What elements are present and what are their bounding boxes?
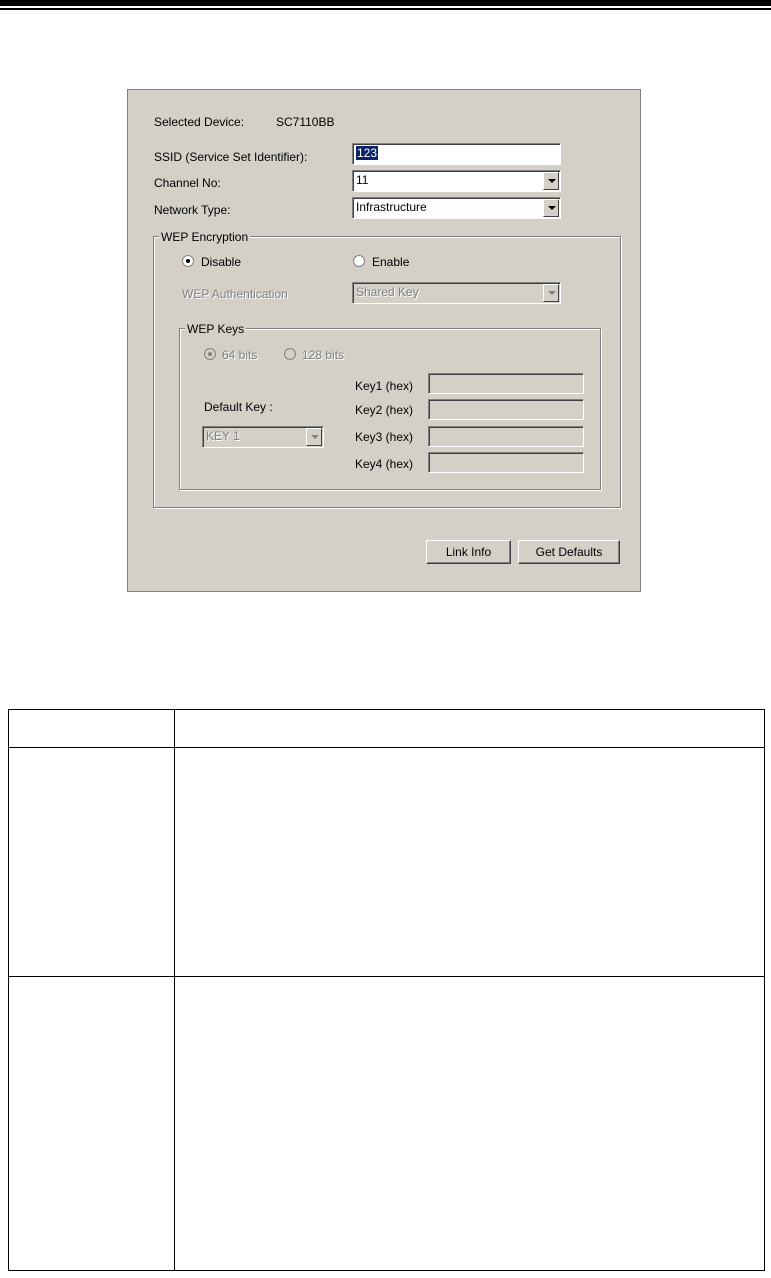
selected-device-value: SC7110BB — [276, 115, 335, 129]
default-key-value: KEY 1 — [206, 429, 240, 443]
wep-keys-legend: WEP Keys — [187, 322, 245, 336]
key3-input[interactable] — [428, 426, 584, 447]
64-bits-radio[interactable] — [204, 348, 216, 360]
128-bits-radio[interactable] — [284, 348, 296, 360]
table-row — [9, 977, 765, 1271]
ssid-label: SSID (Service Set Identifier): — [154, 150, 308, 164]
key1-label: Key1 (hex) — [355, 379, 414, 393]
radio-selected-dot — [186, 259, 190, 263]
key3-label: Key3 (hex) — [355, 430, 414, 444]
chevron-down-icon — [548, 206, 556, 210]
table-cell — [175, 977, 765, 1271]
chevron-down-icon — [548, 291, 556, 295]
enable-label: Enable — [372, 255, 410, 269]
radio-selected-dot — [208, 352, 212, 356]
link-info-button[interactable]: Link Info — [426, 540, 511, 564]
wep-authentication-select[interactable] — [352, 282, 561, 304]
key4-label: Key4 (hex) — [355, 457, 414, 471]
network-type-value: Infrastructure — [356, 200, 427, 214]
table-cell — [9, 977, 175, 1271]
wireless-config-dialog — [127, 89, 641, 592]
chevron-down-icon — [548, 179, 556, 183]
disable-label: Disable — [201, 255, 242, 269]
table-cell — [9, 748, 175, 977]
channel-label: Channel No: — [154, 176, 221, 190]
description-table — [8, 709, 765, 1271]
table-cell — [175, 710, 765, 748]
network-type-select[interactable] — [352, 197, 561, 219]
default-key-label: Default Key : — [204, 400, 273, 414]
chevron-down-icon — [311, 435, 319, 439]
wep-authentication-label: WEP Authentication — [182, 287, 288, 301]
key4-input[interactable] — [428, 452, 584, 473]
network-type-dropdown-button[interactable] — [543, 199, 559, 217]
get-defaults-button[interactable]: Get Defaults — [518, 540, 620, 564]
default-key-select[interactable] — [202, 426, 324, 448]
ssid-input[interactable] — [352, 143, 561, 165]
table-cell — [175, 748, 765, 977]
channel-select[interactable] — [352, 170, 561, 192]
wep-encryption-legend: WEP Encryption — [161, 230, 249, 244]
table-header-row — [9, 710, 765, 748]
table-row — [9, 748, 765, 977]
table-cell — [9, 710, 175, 748]
64-bits-label: 64 bits — [222, 348, 258, 362]
channel-value: 11 — [356, 173, 369, 187]
channel-dropdown-button[interactable] — [543, 172, 559, 190]
128-bits-label: 128 bits — [302, 348, 345, 362]
key2-label: Key2 (hex) — [355, 403, 414, 417]
header-rule-thin — [0, 8, 771, 10]
ssid-value: 123 — [357, 146, 378, 160]
wep-authentication-value: Shared Key — [356, 285, 419, 299]
network-type-label: Network Type: — [154, 203, 231, 217]
enable-radio[interactable] — [353, 255, 365, 267]
wep-authentication-dropdown-button[interactable] — [543, 284, 559, 302]
header-rule-thick — [0, 0, 771, 6]
default-key-dropdown-button[interactable] — [306, 428, 322, 446]
key1-input[interactable] — [428, 373, 584, 394]
selected-device-label: Selected Device: — [154, 115, 245, 129]
key2-input[interactable] — [428, 399, 584, 420]
disable-radio[interactable] — [182, 255, 194, 267]
